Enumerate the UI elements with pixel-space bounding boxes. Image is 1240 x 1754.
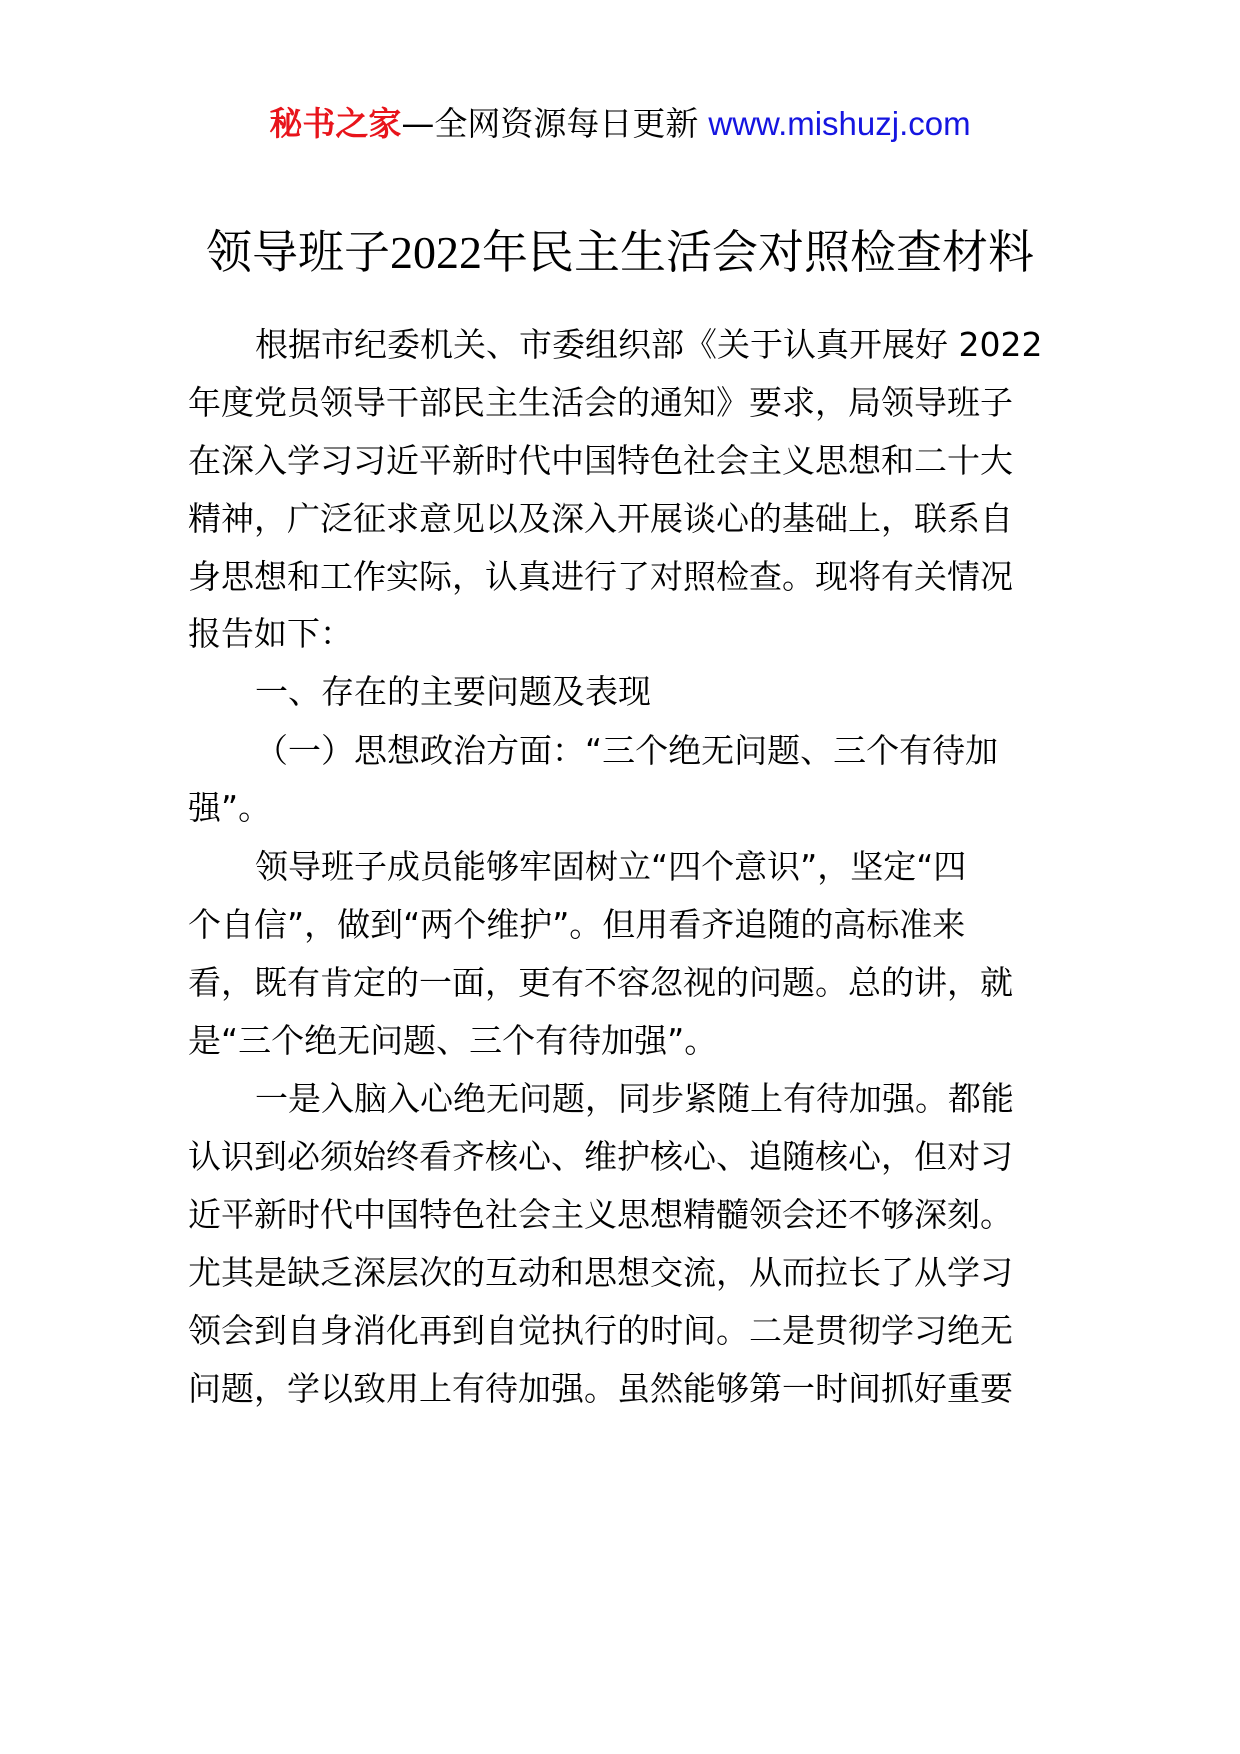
body-line: 看，既有肯定的一面，更有不容忽视的问题。总的讲，就 [188,963,1013,1002]
site-url-link[interactable]: www.mishuzj.com [708,105,971,142]
title-year: 2022 [390,227,482,278]
site-name: 秘书之家 [269,104,402,143]
body-line: 一是入脑入心绝无问题，同步紧随上有待加强。都能 [255,1079,1014,1118]
subsection-heading: （一）思想政治方面：“三个绝无问题、三个有待加 [255,731,999,770]
body-line: 尤其是缺乏深层次的互动和思想交流，从而拉长了从学习 [188,1253,1013,1292]
body-line: 在深入学习习近平新时代中国特色社会主义思想和二十大 [188,441,1013,480]
body-line: 根据市纪委机关、市委组织部《关于认真开展好 2022 [255,325,1043,364]
body-line: 领会到自身消化再到自觉执行的时间。二是贯彻学习绝无 [188,1311,1013,1350]
body-line: 问题，学以致用上有待加强。虽然能够第一时间抓好重要 [188,1369,1013,1408]
section-heading: 一、存在的主要问题及表现 [255,672,651,711]
site-slogan: —全网资源每日更新 [401,104,699,143]
title-part-2: 年民主生活会对照检查材料 [482,225,1034,279]
body-line: 个自信”，做到“两个维护”。但用看齐追随的高标准来 [188,905,966,944]
body-line: 报告如下： [188,614,353,653]
title-part-1: 领导班子 [206,225,390,279]
body-line: 精神，广泛征求意见以及深入开展谈心的基础上，联系自 [188,499,1013,538]
site-header [0,102,1240,146]
body-line: 近平新时代中国特色社会主义思想精髓领会还不够深刻。 [188,1195,1013,1234]
body-line: 是“三个绝无问题、三个有待加强”。 [188,1021,718,1060]
body-line: 领导班子成员能够牢固树立“四个意识”，坚定“四 [255,847,967,886]
body-line: 年度党员领导干部民主生活会的通知》要求，局领导班子 [188,383,1013,422]
body-line: 身思想和工作实际，认真进行了对照检查。现将有关情况 [188,557,1013,596]
document-title [0,222,1240,283]
subsection-heading-cont: 强”。 [188,788,272,827]
body-line: 认识到必须始终看齐核心、维护核心、追随核心，但对习 [188,1137,1013,1176]
